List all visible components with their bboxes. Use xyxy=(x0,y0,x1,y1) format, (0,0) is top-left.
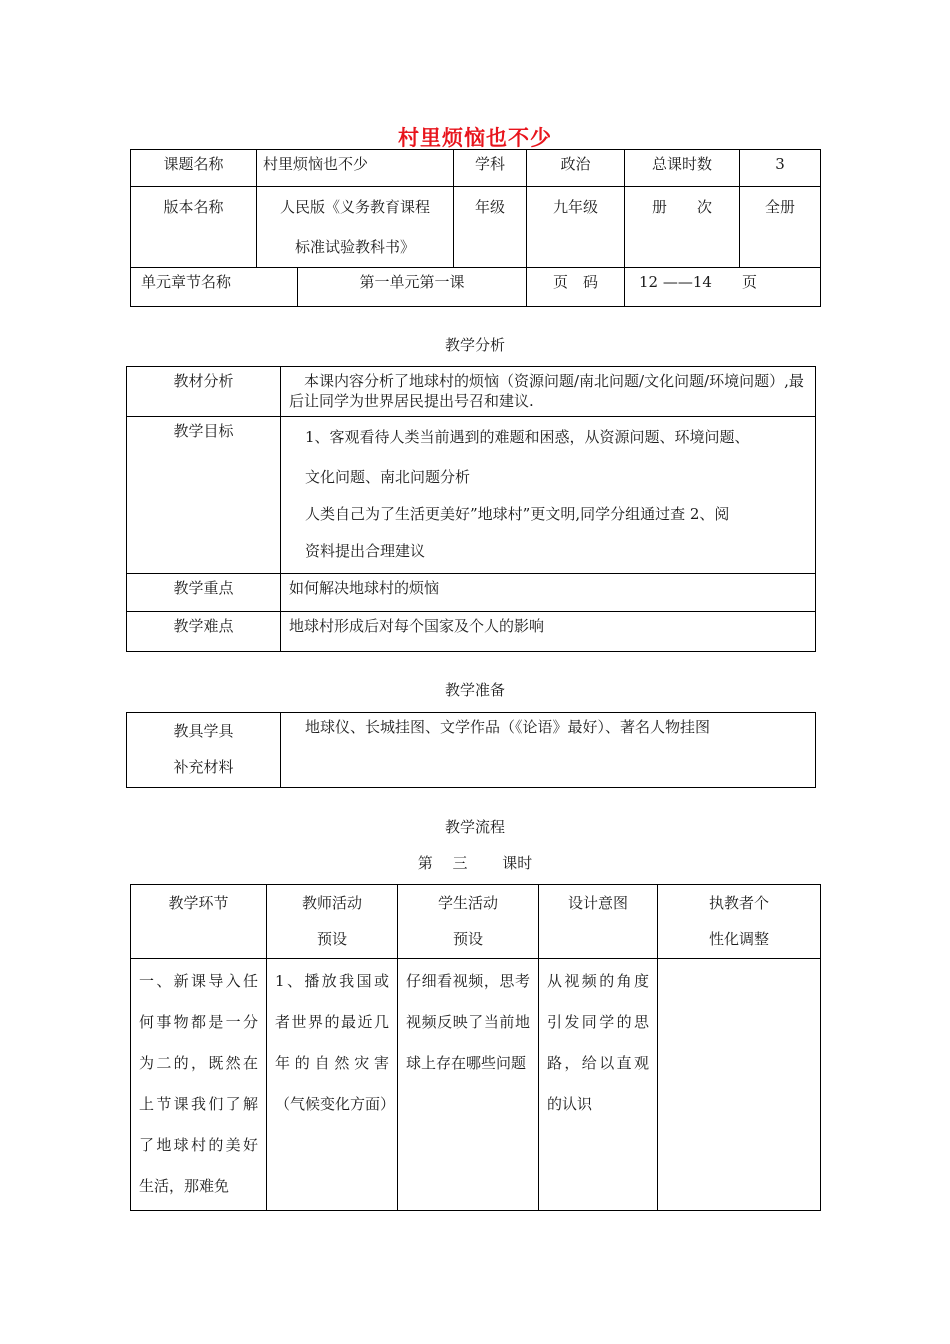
teaching-goal-text xyxy=(281,417,816,574)
analysis-table xyxy=(126,366,816,652)
prep-table xyxy=(126,712,816,788)
grade-label: 年级 xyxy=(454,187,527,268)
difficulty-label: 教学难点 xyxy=(127,612,281,652)
unit-value: 第一单元第一课 xyxy=(298,268,527,307)
key-point-text: 如何解决地球村的烦恼 xyxy=(281,574,816,612)
header-student xyxy=(398,885,539,959)
design-intent-cell: 从视频的角度引发同学的思路，给以直观的认识 xyxy=(539,959,658,1211)
flow-heading: 教学流程 xyxy=(444,818,505,836)
volume-value: 全册 xyxy=(740,187,821,268)
subject-value: 政治 xyxy=(527,150,625,187)
student-activity-cell: 仔细看视频，思考视频反映了当前地球上存在哪些问题 xyxy=(398,959,539,1211)
prep-label xyxy=(127,713,281,788)
material-analysis-label: 教材分析 xyxy=(127,367,281,417)
edition-value-line-1: 人民版《义务教育课程 xyxy=(280,198,431,216)
course-name-label: 课题名称 xyxy=(131,150,257,187)
goal-line-4: 资料提出合理建议 xyxy=(305,542,426,560)
teaching-goal-label: 教学目标 xyxy=(127,417,281,574)
header-intent: 设计意图 xyxy=(539,885,658,959)
header-teacher xyxy=(267,885,398,959)
page-label: 页 码 xyxy=(527,268,625,307)
course-name-value: 村里烦恼也不少 xyxy=(257,150,454,187)
edition-label: 版本名称 xyxy=(131,187,257,268)
header-teacher-line-1: 教师活动 xyxy=(301,894,362,912)
edition-value xyxy=(257,187,454,268)
goal-line-1: 1、客观看待人类当前遇到的难题和困惑，从资源问题、环境问题、 xyxy=(305,428,750,446)
flow-table xyxy=(130,884,821,1211)
header-teacher-line-2: 预设 xyxy=(316,930,347,948)
page-title: 村里烦恼也不少 xyxy=(398,125,552,150)
key-point-label: 教学重点 xyxy=(127,574,281,612)
header-step: 教学环节 xyxy=(131,885,267,959)
goal-line-3: 人类自己为了生活更美好”地球村”更文明,同学分组通过查 2、阅 xyxy=(305,505,730,523)
header-student-line-1: 学生活动 xyxy=(437,894,498,912)
unit-label: 单元章节名称 xyxy=(131,268,298,307)
step-cell: 一、新课导入任何事物都是一分为二的，既然在上节课我们了解了地球村的美好生活，那难免 xyxy=(131,959,267,1211)
goal-line-2: 文化问题、南北问题分析 xyxy=(305,468,471,486)
grade-value: 九年级 xyxy=(527,187,625,268)
material-analysis-text: 本课内容分析了地球村的烦恼（资源问题/南北问题/文化问题/环境问题）,最后让同学为世界居民提出号召和建议. xyxy=(281,367,816,417)
difficulty-text: 地球村形成后对每个国家及个人的影响 xyxy=(281,612,816,652)
subject-label: 学科 xyxy=(454,150,527,187)
course-info-table xyxy=(130,149,821,307)
header-adjust-line-1: 执教者个 xyxy=(708,894,769,912)
volume-label: 册 次 xyxy=(625,187,740,268)
teacher-activity-cell: 1、播放我国或者世界的最近几年的自然灾害（气候变化方面） xyxy=(267,959,398,1211)
prep-heading: 教学准备 xyxy=(444,681,505,699)
header-adjust xyxy=(658,885,821,959)
total-hours-value: 3 xyxy=(740,150,821,187)
adjust-cell xyxy=(658,959,821,1211)
prep-text: 地球仪、长城挂图、文学作品（《论语》最好）、著名人物挂图 xyxy=(281,713,816,788)
session-label: 第 三 课时 xyxy=(417,854,533,872)
header-student-line-2: 预设 xyxy=(452,930,483,948)
header-adjust-line-2: 性化调整 xyxy=(708,930,769,948)
edition-value-line-2: 标准试验教科书》 xyxy=(295,238,416,256)
analysis-heading: 教学分析 xyxy=(444,336,505,354)
prep-label-1: 教具学具 xyxy=(173,722,234,740)
prep-label-2: 补充材料 xyxy=(173,758,234,776)
total-hours-label: 总课时数 xyxy=(625,150,740,187)
page-value: 12 ——14 页 xyxy=(625,268,821,307)
